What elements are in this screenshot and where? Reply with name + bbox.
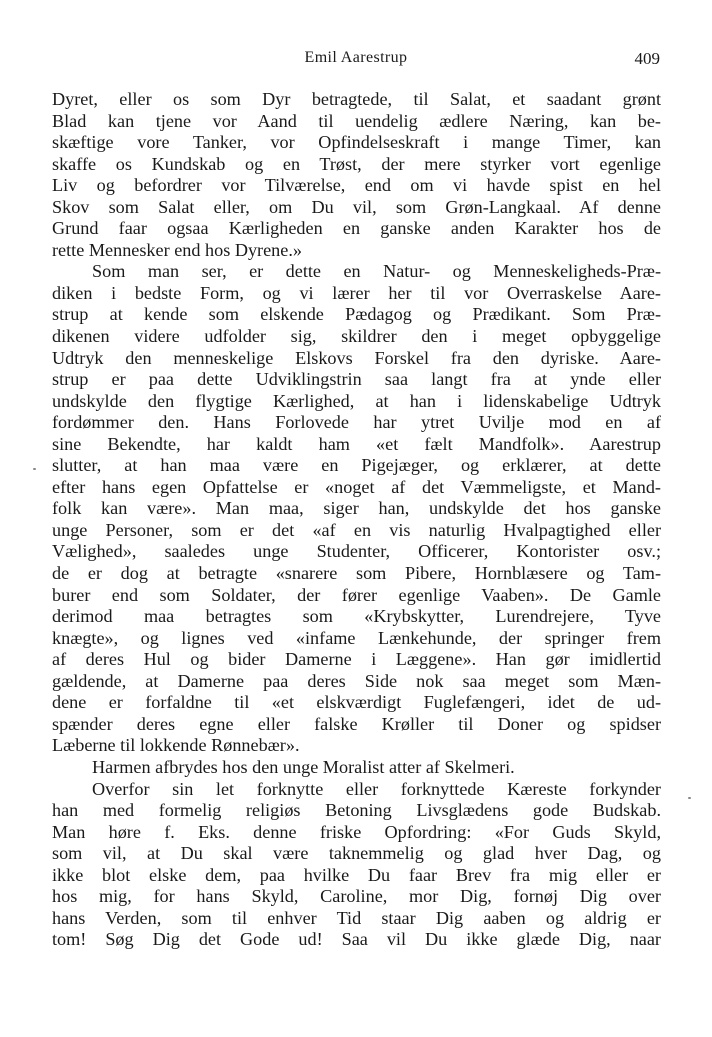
text-line: burer end som Soldater, der fører egenlige Vaaben». De Gamle (52, 584, 661, 605)
text-line: dikenen videre udfolder sig, skildrer den i meget opbyggelige (52, 326, 661, 347)
text-line: efter hans egen Opfattelse er «noget af det Væmmeligste, et Mand- (52, 476, 661, 497)
text-line: skaffe os Kundskab og en Trøst, der mere styrker vort egenlige (52, 153, 661, 174)
text-line: gældende, at Damerne paa deres Side nok saa meget som Mæn- (52, 670, 661, 691)
text-line: Udtryk den menneskelige Elskovs Forskel fra den dyriske. Aare- (52, 347, 661, 368)
text-line: Læberne til lokkende Rønnebær». (52, 735, 300, 756)
text-line: sine Bekendte, har kaldt ham «et fælt Mandfolk». Aarestrup (52, 433, 661, 454)
text-line: Liv og befordrer vor Tilværelse, end om vi havde spist en hel (52, 175, 661, 196)
running-title: Emil Aarestrup (304, 49, 408, 66)
text-line: Skov som Salat eller, om Du vil, som Grøn-Langkaal. Af denne (52, 196, 661, 217)
text-line: Harmen afbrydes hos den unge Moralist atter af Skelmeri. (92, 756, 515, 777)
text-line: af deres Hul og bider Damerne i Læggene». Han gør imidlertid (52, 649, 661, 670)
text-line: Grund faar ogsaa Kærligheden en ganske anden Karakter hos de (52, 218, 661, 239)
print-speck (688, 797, 691, 799)
text-line: Overfor sin let forknytte eller forknyttede Kæreste forkynder (92, 778, 661, 799)
text-line: folk kan være». Man maa, siger han, undskylde det hos ganske (52, 498, 661, 519)
print-speck (33, 468, 36, 470)
text-line: fordømmer den. Hans Forlovede har ytret Uvilje mod en af (52, 412, 661, 433)
text-line: undskylde den flygtige Kærlighed, at han i lidenskabelige Udtryk (52, 390, 661, 411)
text-line: skæftige vore Tanker, vor Opfindelseskraft i mange Timer, kan (52, 132, 661, 153)
text-line: de er dog at betragte «snarere som Pibere, Hornblæsere og Tam- (52, 563, 661, 584)
text-line: strup at kende som elskende Pædagog og Prædikant. Som Præ- (52, 304, 661, 325)
running-head (52, 49, 660, 73)
page-number: 409 (634, 49, 660, 68)
text-line: hans Verden, som til enhver Tid staar Dig aaben og aldrig er (52, 907, 661, 928)
text-line: strup er paa dette Udviklingstrin saa langt fra at ynde eller (52, 369, 661, 390)
text-line: Vælighed», saaledes unge Studenter, Officerer, Kontorister osv.; (52, 541, 661, 562)
body-text (52, 89, 661, 951)
text-line: diken i bedste Form, og vi lærer her til vor Overraskelse Aare- (52, 282, 661, 303)
text-line: unge Personer, som er det «af en vis naturlig Hvalpagtighed eller (52, 519, 661, 540)
text-line: dene er forfaldne til «et elskværdigt Fuglefængeri, idet de ud- (52, 692, 661, 713)
text-line: Blad kan tjene vor Aand til uendelig ædlere Næring, kan be- (52, 110, 661, 131)
text-line: slutter, at han maa være en Pigejæger, og erklærer, at dette (52, 455, 661, 476)
text-line: derimod maa betragtes som «Krybskytter, Lurendrejere, Tyve (52, 606, 661, 627)
text-line: hos mig, for hans Skyld, Caroline, mor Dig, fornøj Dig over (52, 886, 661, 907)
text-line: knægte», og lignes ved «infame Lænkehunde, der springer frem (52, 627, 661, 648)
text-line: rette Mennesker end hos Dyrene.» (52, 239, 302, 260)
text-line: ikke blot elske dem, paa hvilke Du faar Brev fra mig eller er (52, 864, 661, 885)
text-line: Dyret, eller os som Dyr betragtede, til Salat, et saadant grønt (52, 89, 661, 109)
text-line: som vil, at Du skal være taknemmelig og glad hver Dag, og (52, 843, 661, 864)
text-line: spænder deres egne eller falske Krøller til Doner og spidser (52, 713, 661, 734)
text-line: tom! Søg Dig det Gode ud! Saa vil Du ikke glæde Dig, naar (52, 929, 661, 950)
text-line: Som man ser, er dette en Natur- og Menneskeligheds-Præ- (92, 261, 661, 282)
text-line: han med formelig religiøs Betoning Livsglædens gode Budskab. (52, 800, 661, 821)
text-line: Man høre f. Eks. denne friske Opfordring: «For Guds Skyld, (52, 821, 661, 842)
